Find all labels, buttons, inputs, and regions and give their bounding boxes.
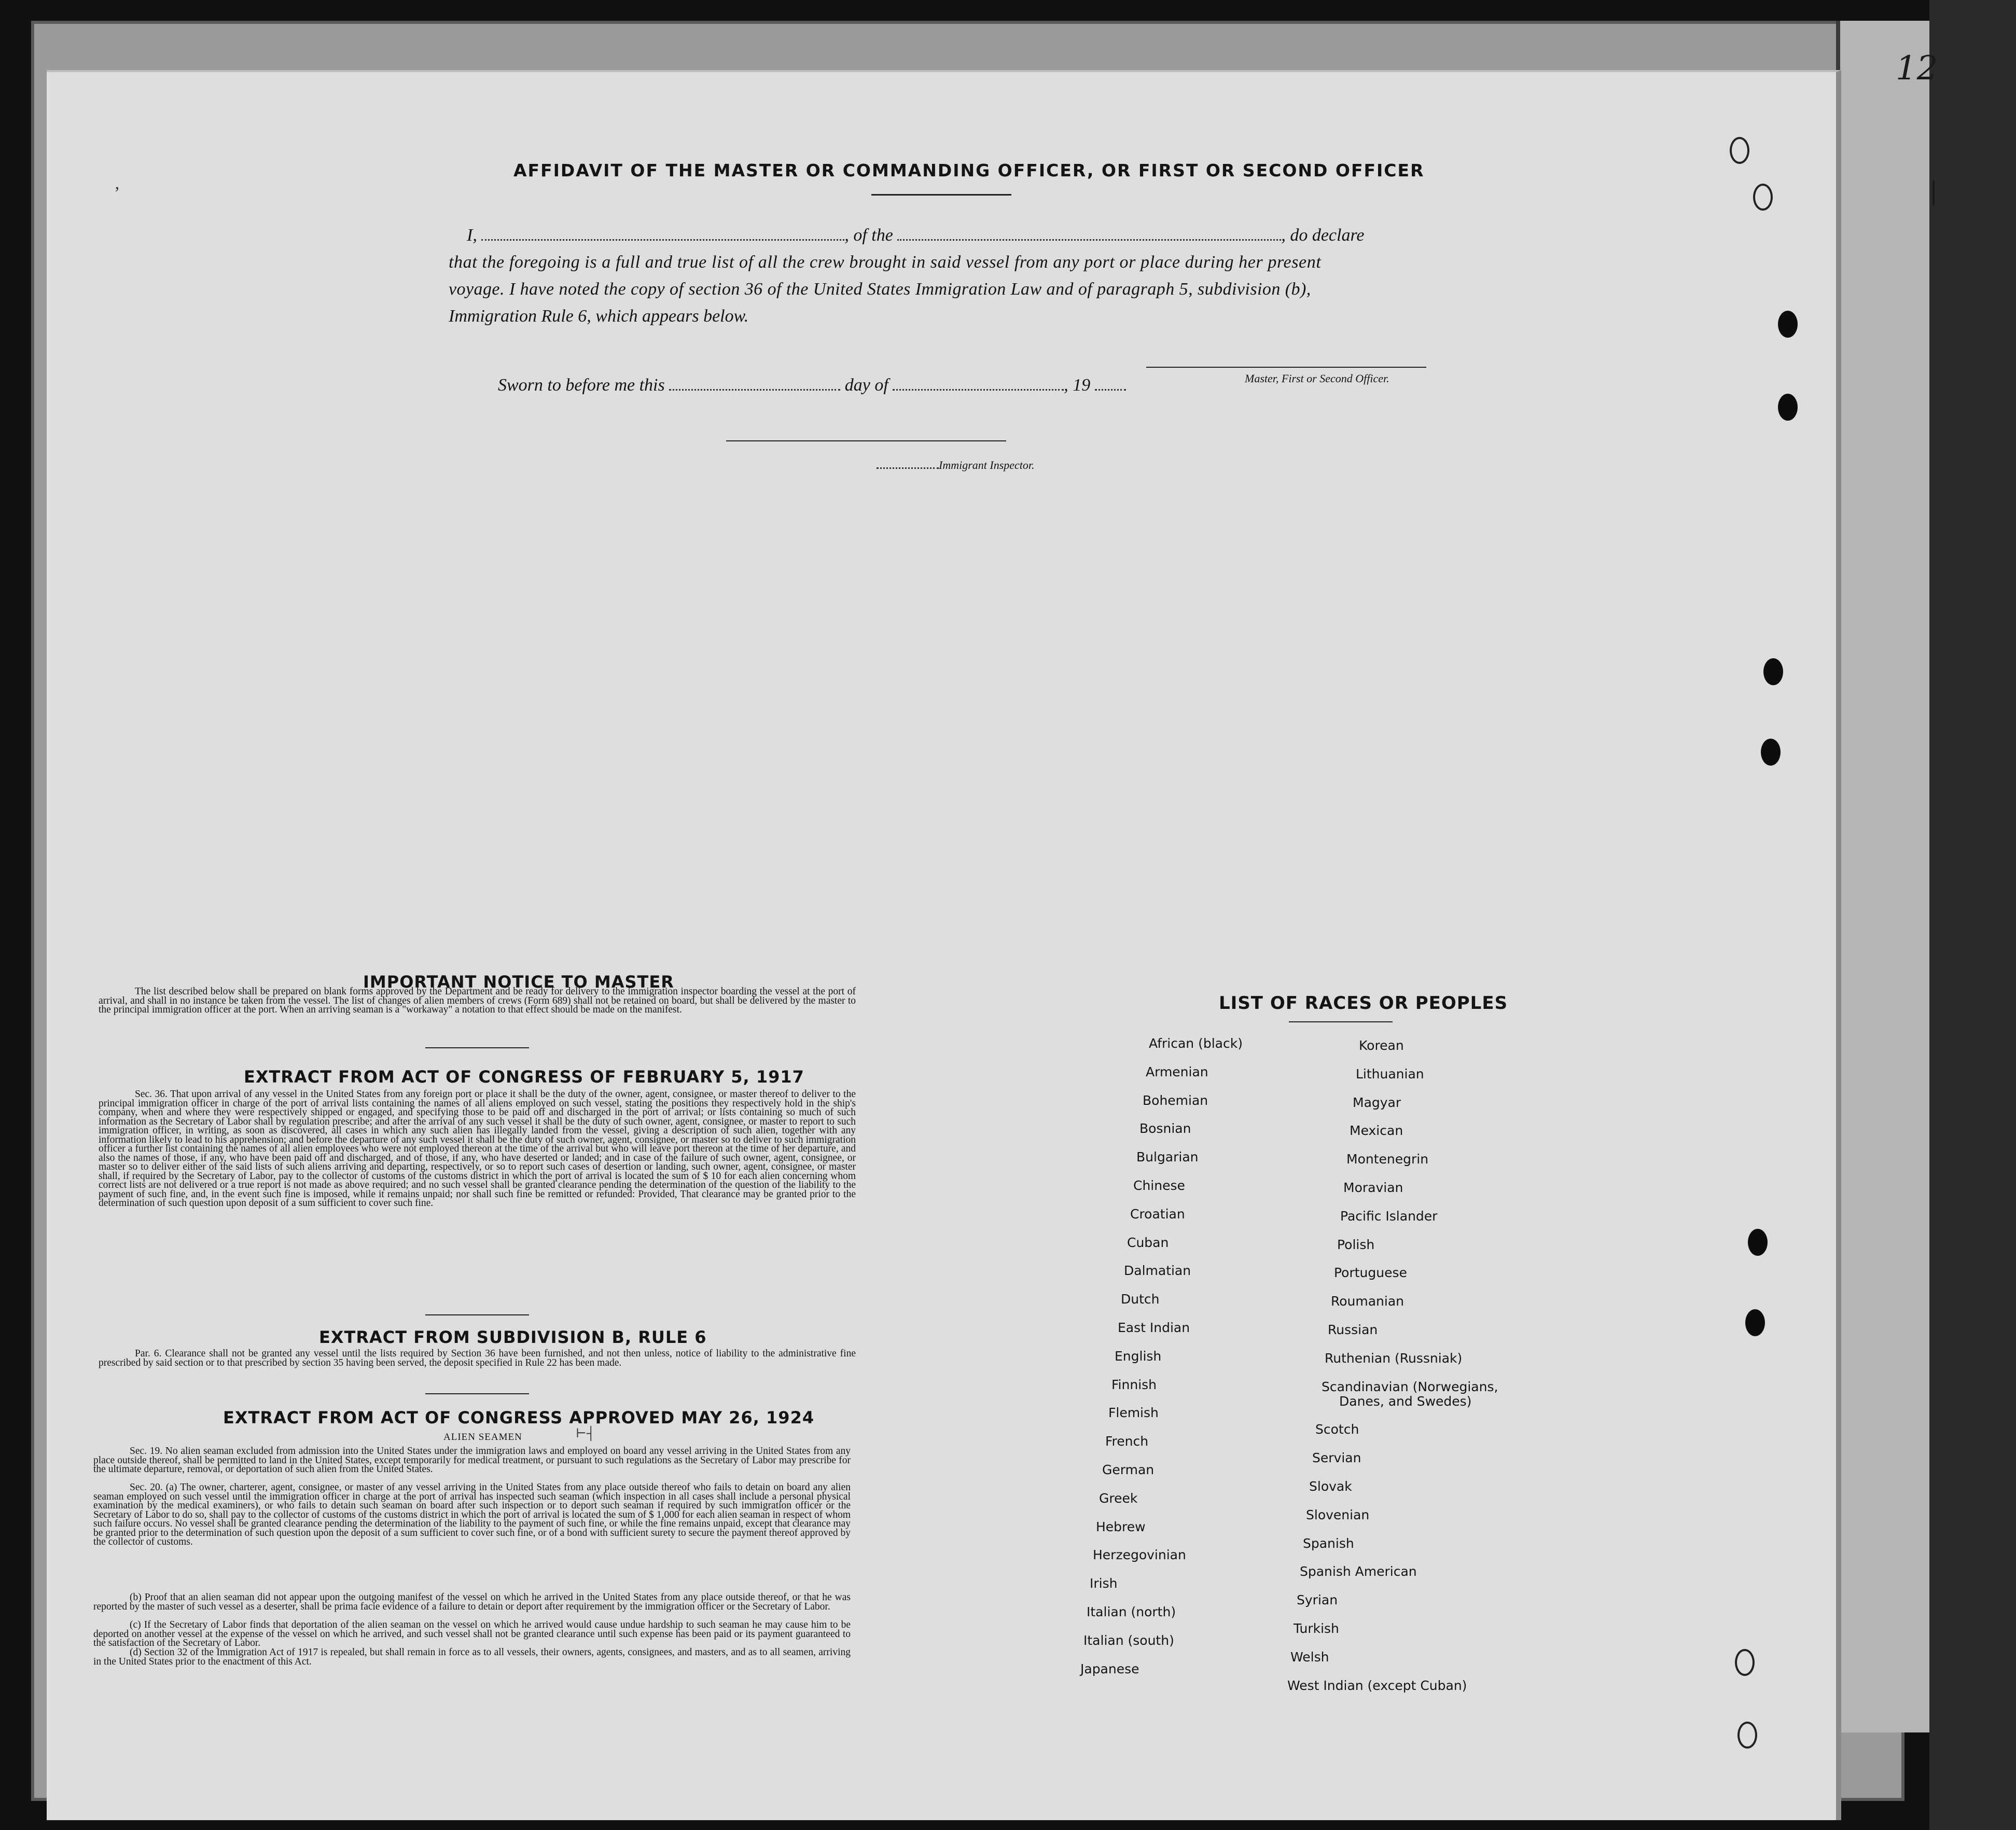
punch-hole (1761, 739, 1781, 766)
race-item: Roumanian (1331, 1294, 1405, 1309)
race-item: Syrian (1297, 1592, 1338, 1608)
notice-title: IMPORTANT NOTICE TO MASTER (363, 972, 674, 992)
punch-hole (1737, 1722, 1757, 1749)
race-item: Irish (1090, 1576, 1118, 1591)
inspector-caption-text: Immigrant Inspector. (939, 459, 1035, 472)
race-item: Finnish (1111, 1377, 1157, 1392)
race-item: Chinese (1133, 1178, 1185, 1193)
affidavit-of-the: , of the (844, 226, 893, 245)
race-item: Portuguese (1334, 1265, 1407, 1281)
extract-1924-title: EXTRACT FROM ACT OF CONGRESS APPROVED MAY 26, 1924 (223, 1408, 815, 1427)
rule6-title: EXTRACT FROM SUBDIVISION B, RULE 6 (319, 1327, 707, 1347)
race-item: Cuban (1127, 1235, 1169, 1250)
punch-hole (1730, 137, 1749, 164)
race-item: Hebrew (1096, 1519, 1146, 1534)
punch-hole (1735, 1649, 1755, 1676)
rule6-rule (425, 1393, 529, 1394)
inspector-dots (877, 460, 939, 469)
punch-hole (1763, 658, 1783, 685)
affidavit-line-2: that the foregoing is a full and true list of all the crew brought in said vessel from any port or place during her present (449, 253, 1322, 272)
day-blank (669, 377, 840, 391)
punch-hole (1745, 1309, 1765, 1336)
race-item: Dalmatian (1124, 1263, 1191, 1279)
race-item: Pacific Islander (1340, 1208, 1438, 1224)
race-item: Slovenian (1306, 1507, 1370, 1522)
race-item: Lithuanian (1356, 1066, 1424, 1082)
alien-seamen-subtitle: ALIEN SEAMEN (443, 1432, 522, 1443)
sec20b-text: (b) Proof that an alien seaman did not appear upon the outgoing manifest of the vessel on which he arrived in the United States from any place outside thereof, or that he was reported by the master of such vessel as a deserter, shall be prima facie evidence of a failure to detain or deport after requirement by the immigration officer or the Secretary of Labor. (93, 1592, 851, 1612)
race-item: French (1105, 1434, 1149, 1449)
year-blank (1095, 377, 1126, 391)
sworn-line (498, 376, 1126, 395)
edge-mark: | (1929, 176, 1938, 205)
race-item: Ruthenian (Russniak) (1325, 1350, 1463, 1366)
corner-page-number: 12 (1896, 49, 1938, 88)
document-sheet (47, 70, 1841, 1820)
sec20c-text: (c) If the Secretary of Labor finds that deportation of the alien seaman on the vessel on which he arrived would cause undue hardship to such seaman he may cause him to be deported on another vessel at the expense of the vessel on which he arrived, and such vessel shall not be granted clearance until such expense has been paid or its payment guaranteed to the satisfaction of the Secretary of Labor. (93, 1619, 851, 1648)
sec20a-text: Sec. 20. (a) The owner, charterer, agent, consignee, or master of any vessel arriving in the United States from any place outside thereof who fails to detain on board any alien seaman employed on such vessel until the immigration officer in charge at the port of arrival has inspected such seaman (which inspection in all cases shall include a personal physical examination by the medical examiners), or who fails to detain such seaman on board after such inspection or to deport such seaman if required by such immigration officer or the Secretary of Labor to do so, shall pay to the collector of customs of the customs district in which the port of arrival is located the sum of $ 1,000 for each alien seaman in respect of whom such failure occurs. No vessel shall be granted clearance pending the determination of the liability to the payment of such fine, or while the fine remains unpaid, except that clearance may be granted prior to the determination of such question upon the deposit of a sum sufficient to cover such fine, or of a bond with sufficient surety to secure the payment thereof approved by the collector of customs. (93, 1482, 851, 1547)
race-item: Moravian (1343, 1180, 1403, 1195)
rule6-text: Par. 6. Clearance shall not be granted any vessel until the lists required by Section 36 have been furnished, and not then unless, notice of liability to the administrative fine prescribed by said section or to that prescribed by section 35 having been served, the deposit specified in Rule 22 has been made. (99, 1348, 856, 1368)
race-item: Russian (1328, 1322, 1378, 1337)
race-item: African (black) (1149, 1036, 1243, 1051)
back-page-edge (1836, 21, 1939, 1732)
dark-margin (1929, 0, 2016, 1830)
affidavit-line-4: Immigration Rule 6, which appears below. (449, 307, 749, 326)
race-item: Korean (1359, 1038, 1404, 1053)
race-item: Flemish (1108, 1405, 1159, 1421)
day-of-text: day of (844, 376, 888, 395)
race-item: Welsh (1290, 1649, 1329, 1665)
race-item: Bohemian (1143, 1092, 1208, 1108)
race-item: Croatian (1130, 1206, 1185, 1222)
month-blank (893, 377, 1064, 391)
race-item: German (1102, 1462, 1155, 1477)
inspector-signature-line (726, 440, 1006, 441)
extract-1917-title: EXTRACT FROM ACT OF CONGRESS OF FEBRUARY 5, 1917 (244, 1067, 804, 1087)
handwritten-mark: ⊢┤ (576, 1427, 595, 1440)
notice-rule (425, 1047, 529, 1048)
affidavit-title: AFFIDAVIT OF THE MASTER OR COMMANDING OFFICER, OR FIRST OR SECOND OFFICER (513, 160, 1425, 181)
vessel-blank (897, 227, 1281, 241)
race-item: Herzegovinian (1093, 1547, 1186, 1563)
sec20d-text: (d) Section 32 of the Immigration Act of 1917 is repealed, but shall remain in force as to all vessels, their owners, agents, consignees, and masters, and as to all seamen, arriving in the United States prior to the enactment of this Act. (93, 1647, 851, 1667)
race-item: Magyar (1353, 1094, 1401, 1110)
sworn-text: Sworn to before me this (498, 376, 665, 395)
name-blank (481, 227, 844, 241)
sec19-text: Sec. 19. No alien seaman excluded from admission into the United States under the immigration laws and employed on board any vessel arriving in the United States from any place outside thereof, shall be permitted to land in the United States, except temporarily for medical treatment, or pursuant to such regulations as the Secretary of Labor may prescribe for the ultimate departure, removal, or deportation of such alien from the United States. (93, 1446, 851, 1475)
race-item: Italian (south) (1083, 1632, 1174, 1648)
race-item: Dutch (1121, 1292, 1160, 1307)
affidavit-line-3: voyage. I have noted the copy of section 36 of the United States Immigration Law and of paragraph 5, subdivision (b), (449, 280, 1311, 299)
extract-1917-rule (425, 1314, 529, 1315)
punch-hole (1778, 394, 1798, 421)
race-item: Slovak (1309, 1479, 1352, 1494)
race-item: Armenian (1146, 1064, 1208, 1079)
race-item: Scandinavian (Norwegians, (1322, 1379, 1498, 1394)
punch-hole (1753, 184, 1773, 211)
race-item: East Indian (1118, 1320, 1190, 1335)
race-item: Scotch (1315, 1422, 1359, 1437)
race-item: Mexican (1350, 1123, 1403, 1139)
race-item: Montenegrin (1346, 1152, 1429, 1167)
races-title: LIST OF RACES OR PEOPLES (1219, 993, 1508, 1014)
race-item: Servian (1312, 1450, 1361, 1466)
title-rule (871, 194, 1011, 196)
race-item: Spanish (1303, 1535, 1354, 1551)
race-item: West Indian (except Cuban) (1287, 1678, 1467, 1693)
races-rule (1289, 1021, 1393, 1022)
affidavit-declare: , do declare (1281, 226, 1365, 245)
race-item: Spanish American (1300, 1564, 1417, 1579)
race-item: Japanese (1080, 1661, 1139, 1676)
inspector-caption (877, 459, 1035, 472)
race-item: Bulgarian (1136, 1149, 1199, 1165)
punch-hole (1778, 311, 1798, 338)
master-caption: Master, First or Second Officer. (1245, 372, 1389, 385)
margin-mark: ʼ (114, 184, 120, 203)
master-signature-line (1146, 367, 1426, 368)
race-item: Danes, and Swedes) (1339, 1393, 1472, 1409)
race-item: Turkish (1294, 1621, 1339, 1636)
race-item: Bosnian (1139, 1121, 1191, 1136)
punch-hole (1748, 1229, 1768, 1256)
notice-text: The list described below shall be prepared on blank forms approved by the Department and be ready for delivery to the immigration inspector boarding the vessel at the port of arrival, and shall in no instance be taken from the vessel. The list of changes of alien members of crews (Form 689) shall not be retained on board, but shall be delivered by the master to the principal immigration officer at the port. When an arriving seaman is a "workaway" a notation to that effect should be made on the manifest. (99, 986, 856, 1015)
race-item: Greek (1099, 1490, 1138, 1506)
year-text: , 19 (1064, 376, 1091, 395)
affidavit-line-1 (467, 226, 1365, 245)
race-item: English (1115, 1348, 1162, 1364)
extract-1917-text: Sec. 36. That upon arrival of any vessel in the United States from any foreign port or place it shall be the duty of the owner, agent, consignee, or master thereof to deliver to the principal immigration officer in charge of the port of arrival lists containing the names of all aliens employed on such vessel, stating the positions they respectively hold in the ship's company, when and where they were respectively shipped or engaged, and specifying those to be paid off and discharged in the port of arrival; or lists containing so much of such information as the Secretary of Labor shall by regulation prescribe; and after the arrival of any such vessel it shall be the duty of such owner, agent, consignee, or master to report to such immigration officer, in writing, as soon as discovered, all cases in which any such alien has illegally landed from the vessel, giving a description of such alien, together with any information likely to lead to his apprehension; and before the departure of any such vessel it shall be the duty of such owner, agent, consignee, or master so to deliver to such immigration officer a further list containing the names of all alien employees who were not employed thereon at the time of the arrival but who will leave port thereon at the time of her departure, and also the names of those, if any, who have been paid off and discharged, and of those, if any, who have deserted or landed; and in case of the failure of such owner, agent, consignee, or master so to deliver either of the said lists of such aliens arriving and departing, respectively, or so to report such cases of desertion or landing, such owner, agent, consignee, or master shall, if required by the Secretary of Labor, pay to the collector of customs of the customs district in which the port of arrival is located the sum of $ 10 for each alien concerning whom correct lists are not delivered or a true report is not made as above required; and no such vessel shall be granted clearance pending the determination of the question of the liability to the payment of such fine, and, in the event such fine is imposed, while it remains unpaid; nor shall such fine be remitted or refunded: Provided, That clearance may be granted prior to the determination of such question upon deposit of a sum sufficient to cover such fine. (99, 1089, 856, 1209)
race-item: Italian (north) (1087, 1604, 1176, 1619)
affidavit-i: I, (467, 226, 477, 245)
race-item: Polish (1337, 1237, 1375, 1252)
